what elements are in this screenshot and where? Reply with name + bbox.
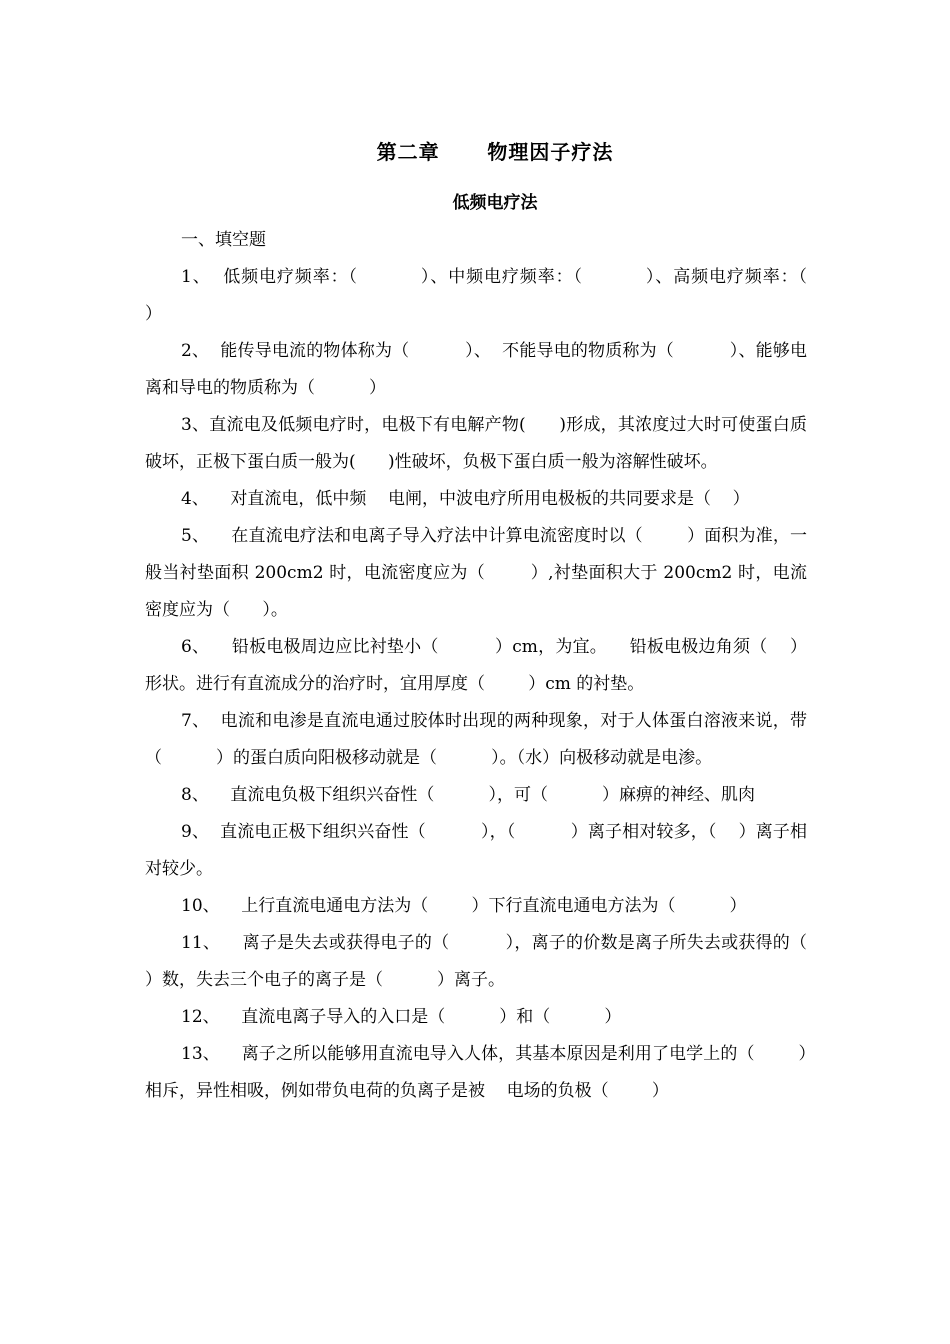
question-item: 6、 铅板电极周边应比衬垫小（ ）cm，为宜。 铅板电极边角须（ ）形状。进行有直流成分的治疗时，宜用厚度（ ）cm 的衬垫。 [145,637,807,694]
question-item: 4、 对直流电，低中频 电闸，中波电疗所用电极板的共同要求是（ ） [181,489,750,509]
question-item: 1、 低频电疗频率：（ ）、中频电疗频率：（ ）、高频电疗频率：（ ） [145,267,862,324]
question-item: 7、 电流和电渗是直流电通过胶体时出现的两种现象，对于人体蛋白溶液来说，带（ ）的蛋白质向阳极移动就是（ ）。（水）向极移动就是电渗。 [145,711,807,768]
question-item: 8、 直流电负极下组织兴奋性（ ），可（ ）麻痹的神经、肌肉 [181,785,756,805]
question-item: 10、 上行直流电通电方法为（ ）下行直流电通电方法为（ ） [181,896,747,916]
question-item: 5、 在直流电疗法和电离子导入疗法中计算电流密度时以（ ）面积为准，一般当衬垫面积 200cm2 时，电流密度应为（ ）,衬垫面积大于 200cm2 时，电流密度应为（ ）。 [145,526,807,620]
chapter-title: 第二章 物理因子疗法 [376,140,614,164]
question-item: 9、 直流电正极下组织兴奋性（ ），（ ）离子相对较多，（ ）离子相对较少。 [145,822,807,879]
question-item: 3、直流电及低频电疗时，电极下有电解产物( )形成，其浓度过大时可使蛋白质破坏，正极下蛋白质一般为( )性破坏，负极下蛋白质一般为溶解性破坏。 [145,415,807,472]
document-body [145,222,862,1110]
question-item: 13、 离子之所以能够用直流电导入人体，其基本原因是利用了电学上的（ ）相斥，异性相吸，例如带负电荷的负离子是被 电场的负极（ ） [145,1044,807,1101]
question-item: 2、 能传导电流的物体称为（ ）、 不能导电的物质称为（ ）、能够电离和导电的物质称为（ ） [145,341,807,398]
question-item: 12、 直流电离子导入的入口是（ ）和（ ） [181,1007,622,1027]
section-heading: 一、填空题 [181,230,266,250]
question-item: 11、 离子是失去或获得电子的（ ），离子的价数是离子所失去或获得的（ ）数，失去三个电子的离子是（ ）离子。 [145,933,862,990]
section-subtitle: 低频电疗法 [452,193,538,213]
